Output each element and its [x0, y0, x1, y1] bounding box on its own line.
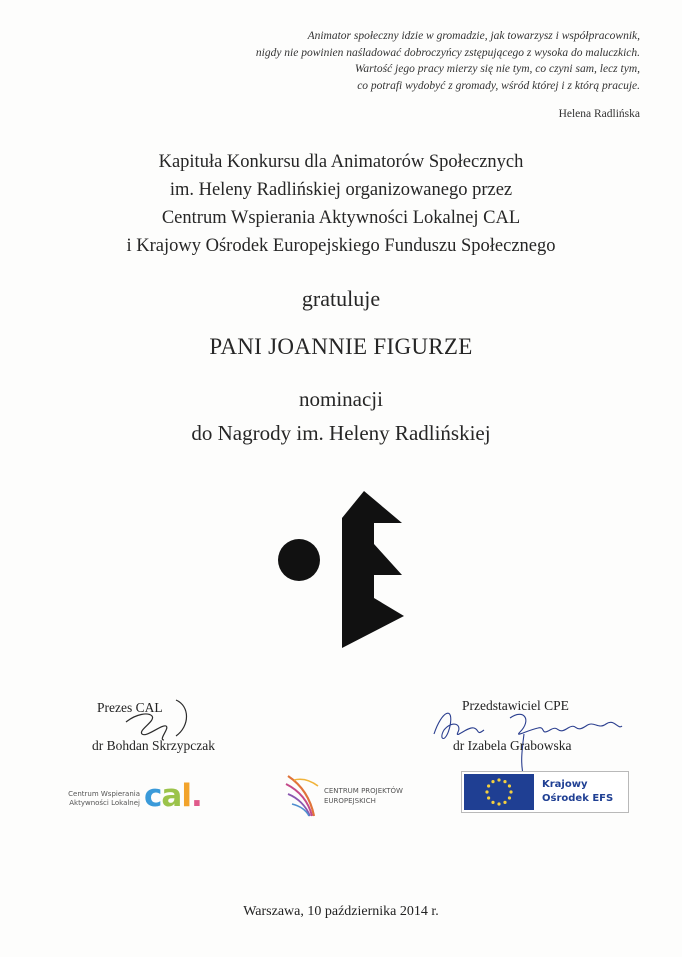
- left-signatory-name: dr Bohdan Skrzypczak: [92, 738, 215, 753]
- cpe-swoosh-icon: [284, 770, 324, 820]
- efs-logo: [461, 771, 629, 813]
- heading-line: i Krajowy Ośrodek Europejskiego Funduszu Społecznego: [126, 236, 556, 256]
- cpe-logo-text-line: EUROPEJSKICH: [324, 797, 376, 805]
- eu-flag-icon: [464, 774, 534, 810]
- nomination-text: [0, 382, 682, 450]
- emblem-letter: [342, 491, 404, 648]
- congrats-text: gratuluje: [301, 286, 381, 311]
- nomination-line: nominacji: [299, 387, 383, 411]
- motto-line: co potrafi wydobyć z gromady, wśród której i z którą pracuje.: [357, 79, 640, 92]
- cal-logo: [66, 778, 216, 814]
- eu-stars-icon: [464, 774, 534, 810]
- cpe-logo: [284, 770, 414, 820]
- cal-mark-c: c: [144, 778, 162, 814]
- efs-logo-text: [542, 778, 613, 806]
- heading-line: im. Heleny Radlińskiej organizowanego przez: [169, 180, 513, 200]
- radlinska-award-emblem-icon: [276, 488, 408, 648]
- heading-line: Kapituła Konkursu dla Animatorów Społecznych: [158, 152, 524, 172]
- motto-line: nigdy nie powinien naśladować dobroczyńcy zstępującego z wysoka do maluczkich.: [255, 46, 640, 59]
- cpe-logo-text: [324, 786, 403, 806]
- efs-logo-text-line: Ośrodek EFS: [542, 793, 614, 804]
- cal-logo-text-line: Aktywności Lokalnej: [69, 799, 140, 807]
- nomination-line: do Nagrody im. Heleny Radlińskiej: [191, 421, 491, 445]
- right-signatory-name: dr Izabela Grabowska: [453, 738, 572, 753]
- emblem-dot: [278, 539, 320, 581]
- right-signatory-title: Przedstawiciel CPE: [462, 698, 569, 713]
- motto-line: Wartość jego pracy mierzy się nie tym, co czyni sam, lecz tym,: [354, 63, 640, 75]
- place-and-date: Warszawa, 10 października 2014 r.: [243, 904, 439, 919]
- cal-logo-text-line: Centrum Wspierania: [68, 790, 140, 798]
- cal-logo-mark: [144, 778, 202, 814]
- cpe-logo-text-line: CENTRUM PROJEKTÓW: [324, 787, 403, 795]
- left-signatory-title: Prezes CAL: [97, 700, 163, 715]
- cal-mark-l: l: [181, 778, 191, 814]
- motto-author: Helena Radlińska: [558, 108, 640, 120]
- left-signature-scribble-icon: [118, 696, 198, 744]
- cal-mark-a: a: [161, 778, 182, 814]
- efs-logo-text-line: Krajowy: [542, 779, 588, 790]
- cal-logo-text: [66, 790, 140, 808]
- certificate-heading: [0, 148, 682, 260]
- heading-line: Centrum Wspierania Aktywności Lokalnej CAL: [161, 208, 521, 228]
- recipient-name: PANI JOANNIE FIGURZE: [209, 334, 473, 359]
- cal-mark-dot: .: [190, 778, 202, 814]
- motto-quote: [120, 28, 640, 94]
- motto-line: Animator społeczny idzie w gromadzie, jak towarzysz i współpracownik,: [307, 30, 640, 42]
